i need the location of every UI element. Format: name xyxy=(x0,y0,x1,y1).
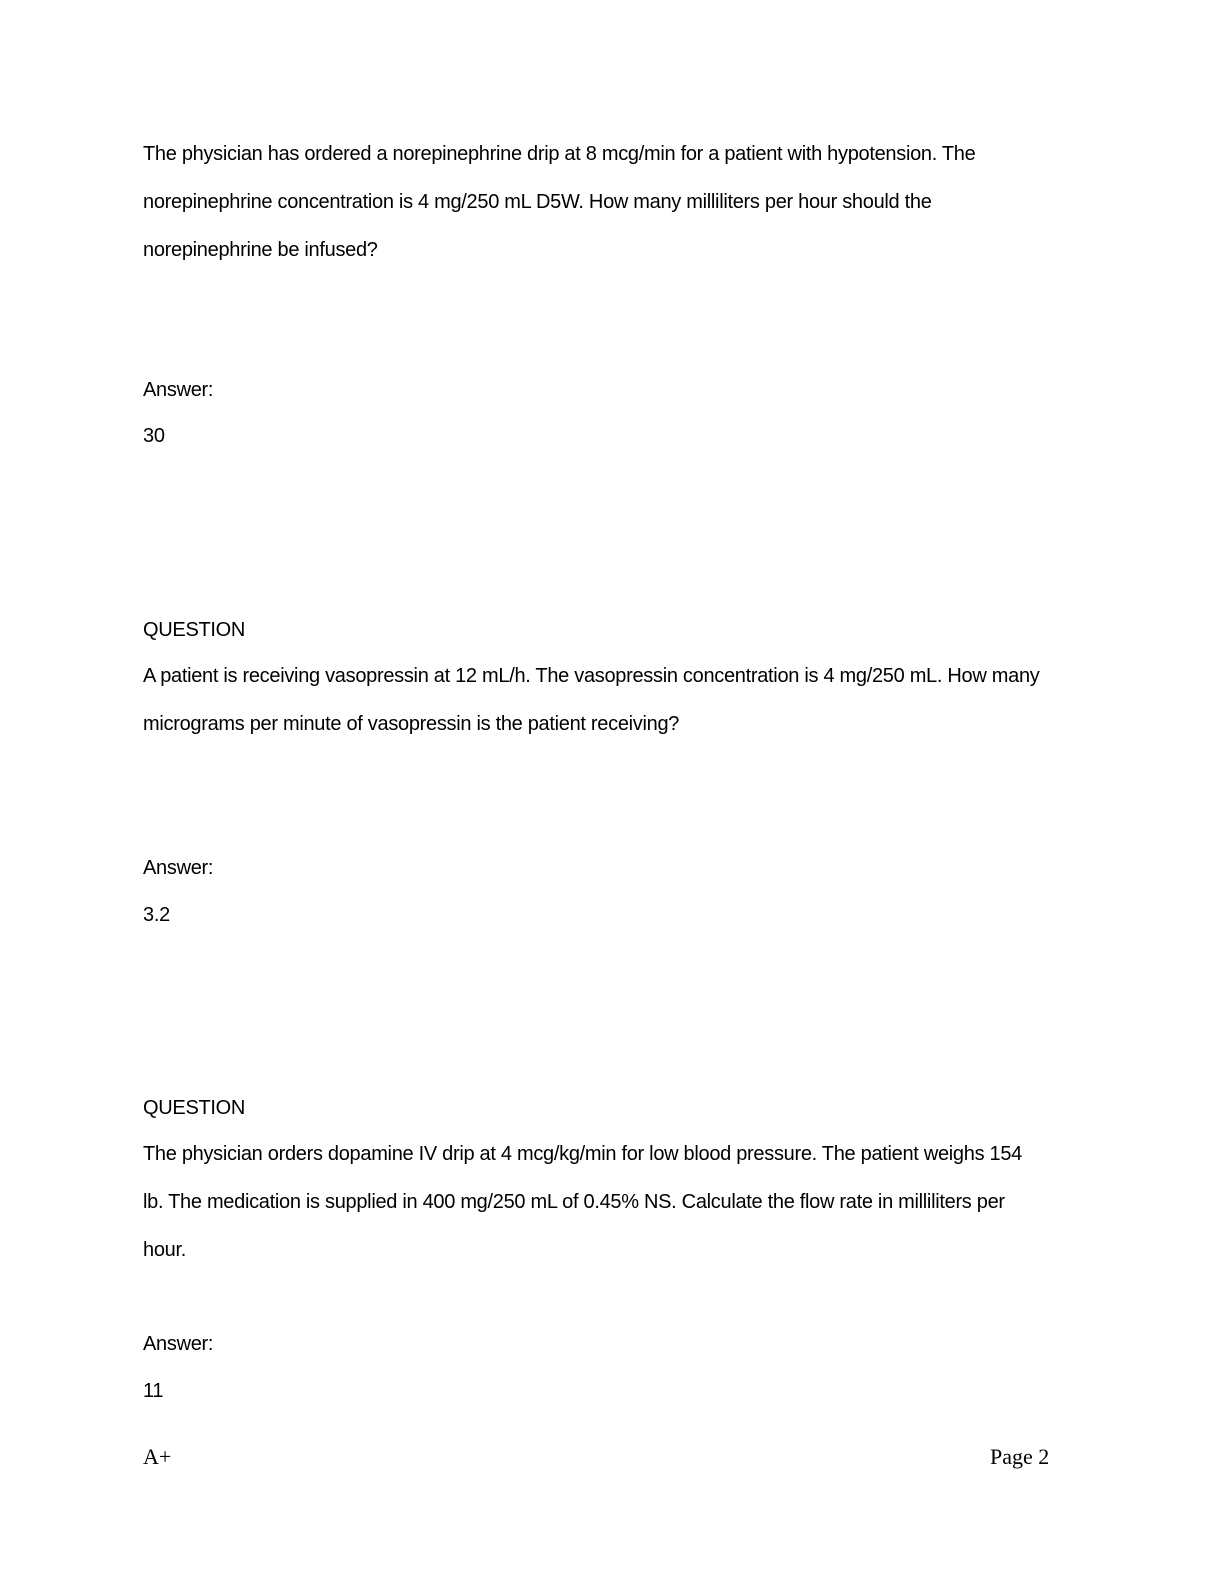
question-3-line-2: lb. The medication is supplied in 400 mg/250 mL of 0.45% NS. Calculate the flow rate in milliliters per xyxy=(143,1191,1005,1213)
question-1-line-2: norepinephrine concentration is 4 mg/250 mL D5W. How many milliliters per hour should the xyxy=(143,191,932,213)
question-3-heading: QUESTION xyxy=(143,1097,246,1119)
question-2-heading: QUESTION xyxy=(143,619,246,641)
answer-2-label: Answer: xyxy=(143,857,214,879)
answer-1-value: 30 xyxy=(143,425,165,447)
question-1-line-1: The physician has ordered a norepinephrine drip at 8 mcg/min for a patient with hypotension. The xyxy=(143,143,976,165)
answer-2-value: 3.2 xyxy=(143,904,170,926)
answer-3-label: Answer: xyxy=(143,1333,214,1355)
footer-page-number: Page 2 xyxy=(990,1444,1050,1469)
question-2-line-1: A patient is receiving vasopressin at 12 mL/h. The vasopressin concentration is 4 mg/250 mL. How many xyxy=(143,665,1040,687)
question-3-line-1: The physician orders dopamine IV drip at 4 mcg/kg/min for low blood pressure. The patient weighs 154 xyxy=(143,1143,1023,1165)
footer-grade-label: A+ xyxy=(143,1444,172,1469)
question-2-line-2: micrograms per minute of vasopressin is the patient receiving? xyxy=(143,713,680,735)
answer-1-label: Answer: xyxy=(143,379,214,401)
question-3-line-3: hour. xyxy=(143,1239,186,1261)
answer-3-value: 11 xyxy=(143,1380,164,1402)
question-1-line-3: norepinephrine be infused? xyxy=(143,239,378,261)
